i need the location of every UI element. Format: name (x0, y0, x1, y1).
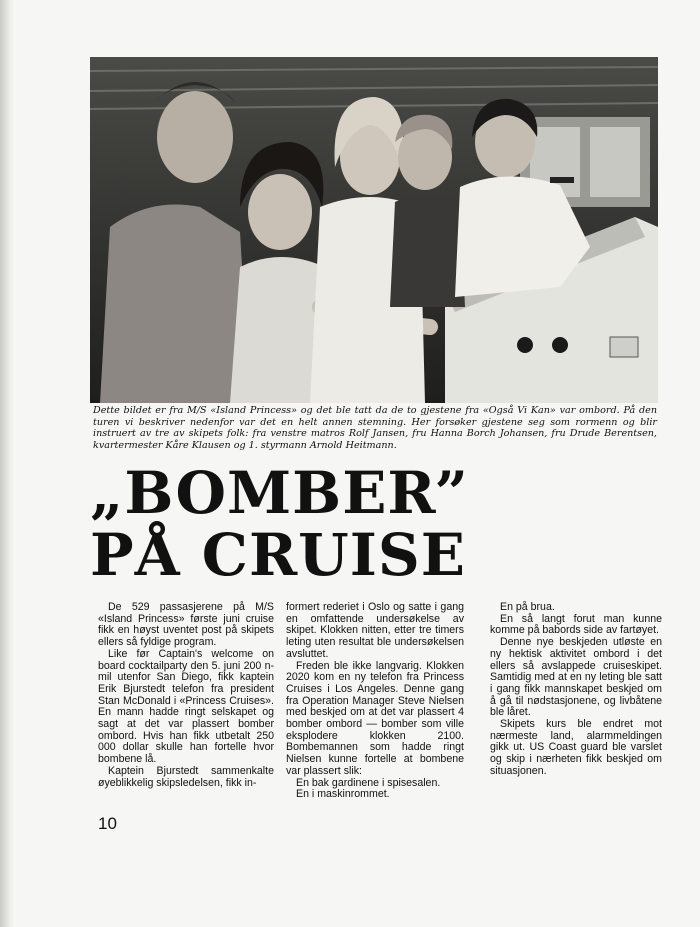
article-column-1 (98, 602, 274, 789)
paragraph: En så langt forut man kunne komme på babords side av fartøyet. (490, 612, 662, 637)
paragraph: Skipets kurs ble endret mot nærmeste land, alarmmeldingen gikk ut. US Coast guard ble varslet og skip i nærheten fikk beskjed om situasjonen. (490, 718, 662, 777)
article-headline (90, 459, 670, 589)
article-column-3 (490, 602, 662, 778)
paragraph: Denne nye beskjeden utløste en ny hektisk aktivitet ombord i det ellers så avslappede cruiseskipet. Samtidig med at en ny leting ble satt i gang fikk mannskapet beskjed om å gå til nødstasjonene, og livbåtene ble låret. (490, 636, 662, 719)
photo-caption: Dette bildet er fra M/S «Island Princess» og det ble tatt da de to gjestene fra «Også Vi Kan» var ombord. På den turen vi beskriver nedenfor var det en helt annen stemning. Her forsøker gjestene seg som rormenn og blir instruert av tre av skipets folk: fra venstre matros Rolf Jansen, fru Hanna Borch Johansen, fru Drude Berentsen, kvartermester Kåre Klausen og 1. styrmann Arnold Heitmann. (93, 405, 657, 451)
page-spine-shadow (0, 0, 14, 927)
paragraph: En i maskinrommet. (296, 788, 390, 801)
paragraph: En bak gardinene i spisesalen. (296, 776, 441, 789)
paragraph: De 529 passasjerene på M/S «Island Princess» første juni cruise fikk en høyst uventet post på skipets ellers så fyldige program. (98, 601, 274, 649)
headline-line-1: „BOMBER” (90, 459, 469, 527)
headline-line-2: PÅ CRUISE (90, 521, 466, 589)
paragraph: formert rederiet i Oslo og satte i gang en omfattende undersøkelse av skipet. Klokken nitten, etter tre timers leting uten resultat ble undersøkelsen avsluttet. (286, 601, 464, 660)
paragraph: Kaptein Bjurstedt sammenkalte øyeblikkelig skipsledelsen, fikk in- (98, 764, 274, 789)
paragraph: Like før Captain's welcome on board cocktailparty den 5. juni 200 n-mil utenfor San Diego, fikk kaptein Erik Bjurstedt telefon fra president Stan McDonald i «Princess Cruises». En mann hadde ringt selskapet og sagt at det var plassert bomber ombord. Hvis han fikk utbetalt 250 000 dollar skulle han fortelle hvor bombene lå. (98, 647, 274, 766)
article-column-2 (286, 602, 464, 801)
paragraph: En på brua. (500, 601, 555, 613)
page-number: 10 (98, 814, 117, 833)
paragraph: Freden ble ikke langvarig. Klokken 2020 kom en ny telefon fra Princess Cruises i Los Angeles. Denne gang fra Operation Manager Steve Nielsen med beskjed om at det var plassert 4 bomber ombord — bomber som ville eksplodere klokken 2100. Bombemannen som hadde ringt Nielsen kunne fortelle at bombene var plassert slik: (286, 659, 464, 777)
article-photo (90, 57, 658, 403)
